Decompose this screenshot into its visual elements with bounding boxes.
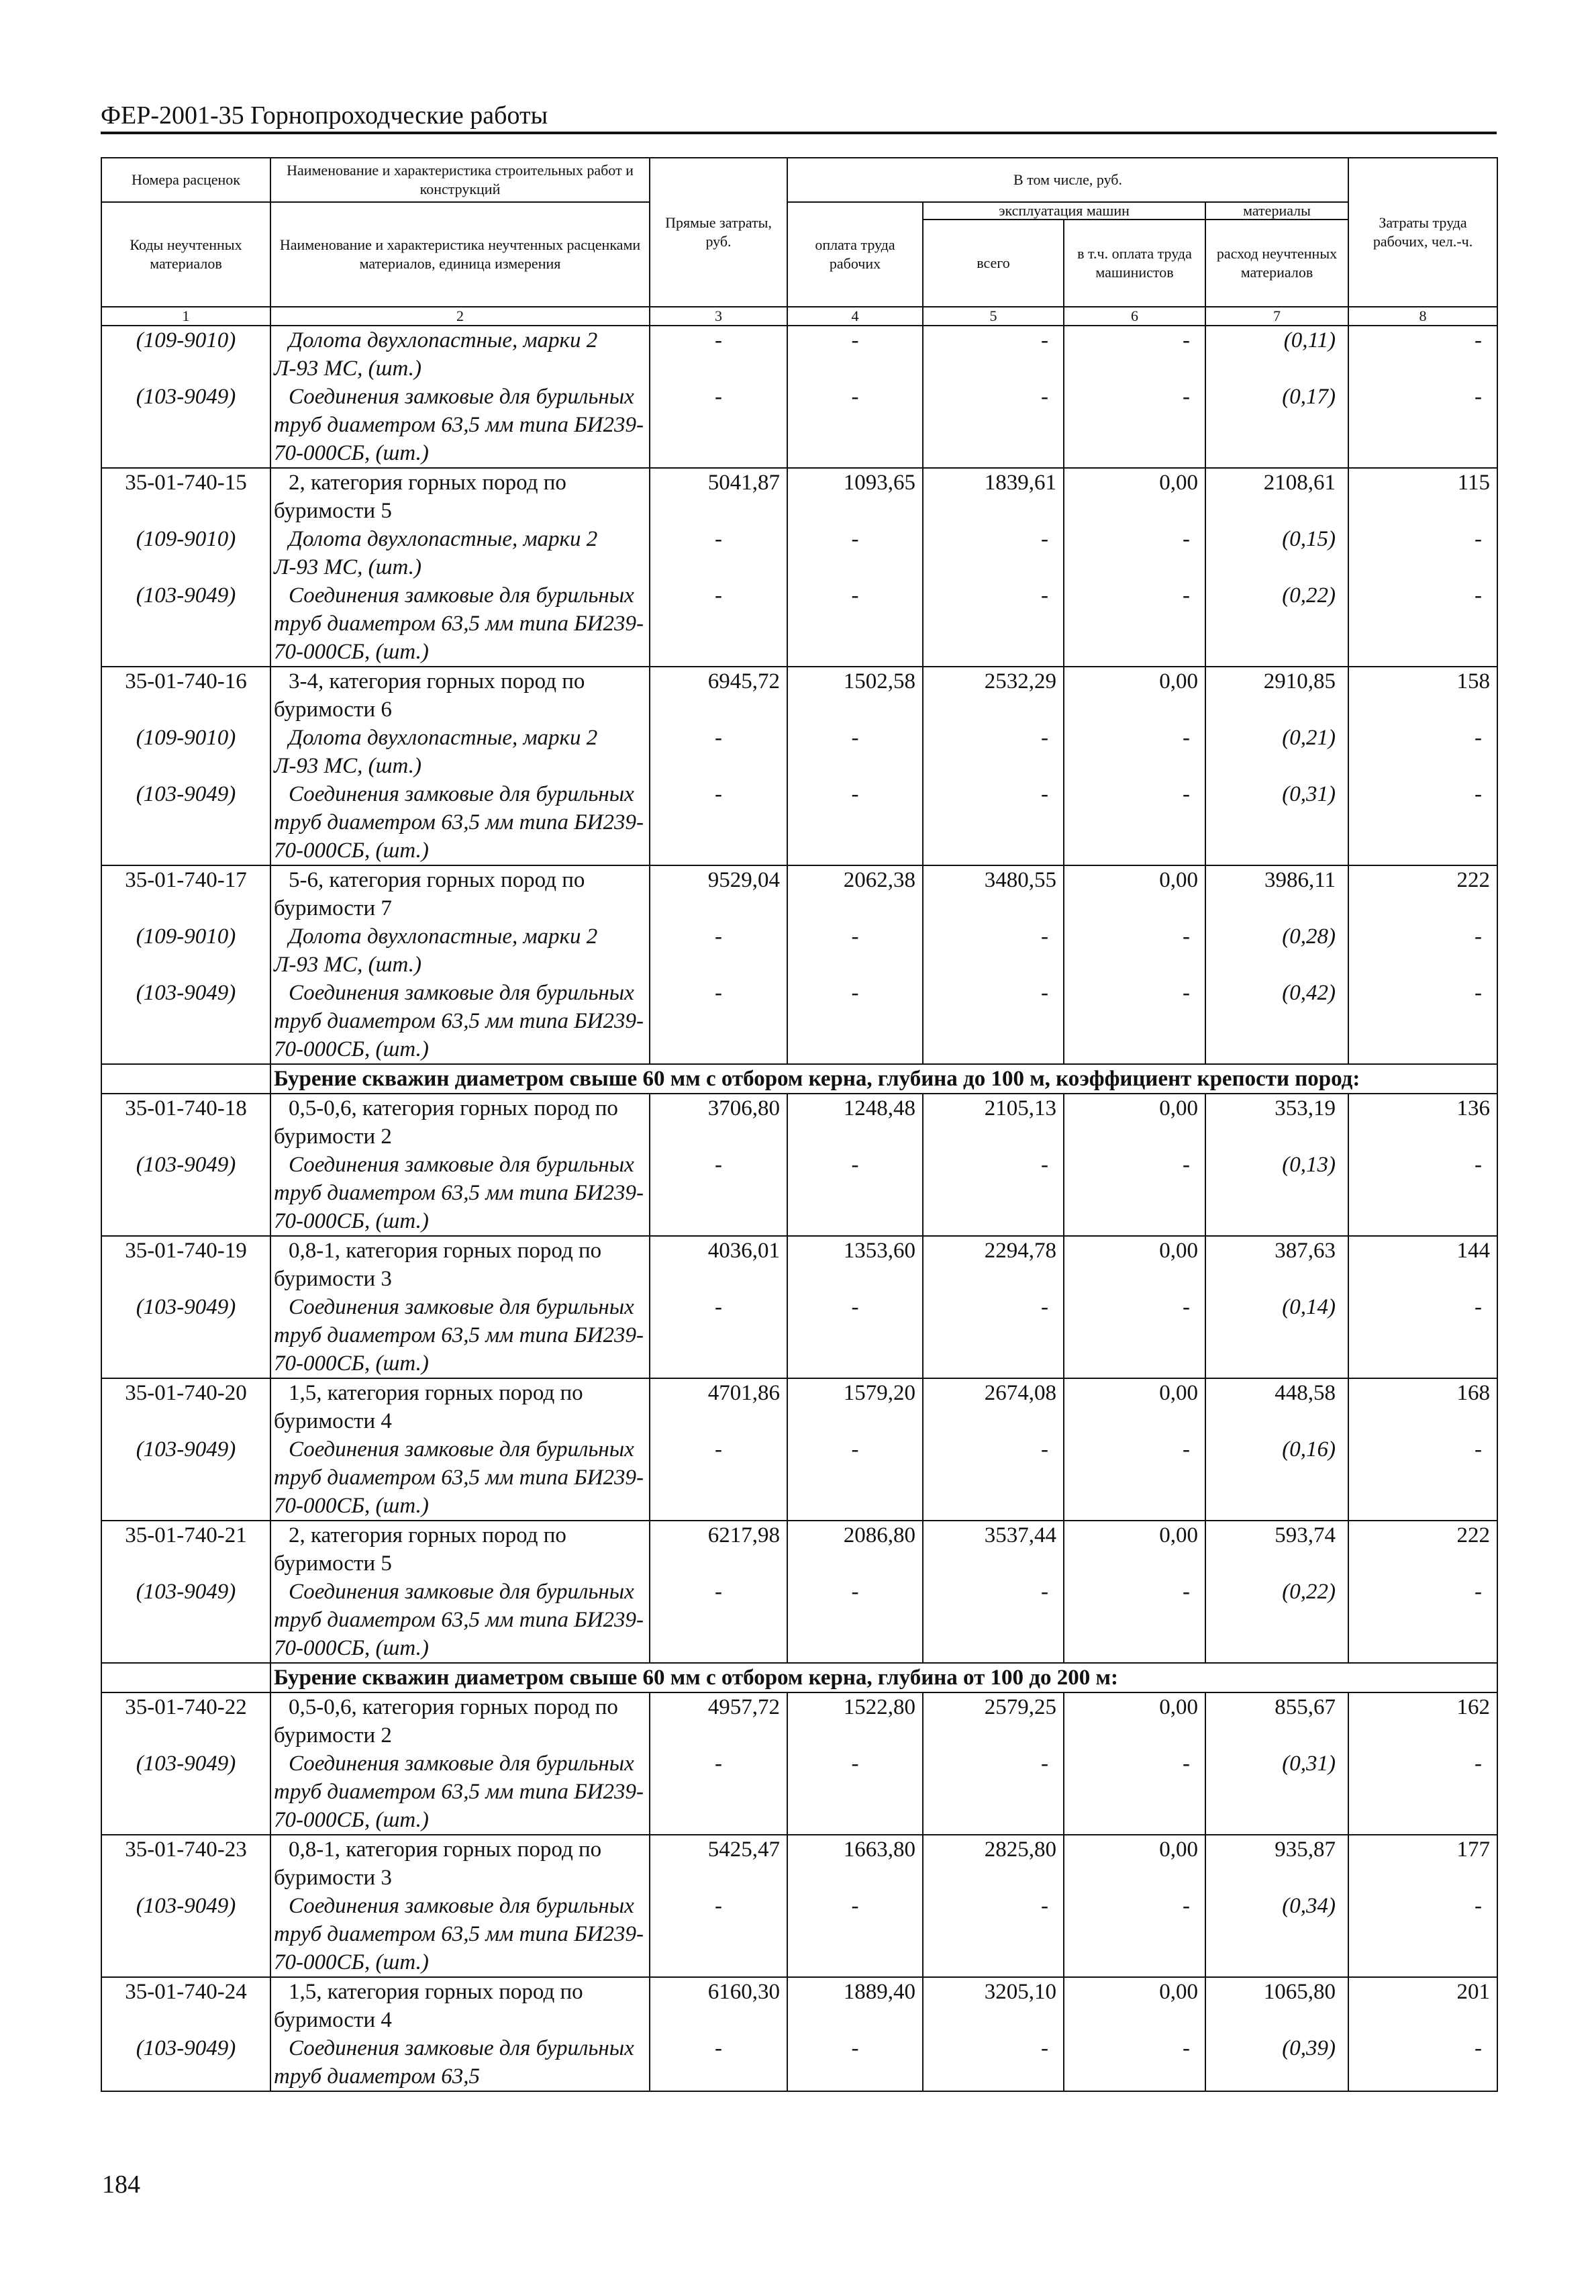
materials-consumption: 2108,61 (1205, 468, 1348, 525)
head-incl: В том числе, руб. (787, 158, 1348, 202)
rate-name: Долота двухлопастные, марки 2 Л-93 МС, (шт.) (270, 922, 650, 979)
machinists-pay: - (1064, 1750, 1205, 1835)
materials-consumption: (0,31) (1205, 1750, 1348, 1835)
rate-code: (103-9049) (101, 780, 270, 865)
labor-pay: 1353,60 (787, 1236, 923, 1293)
labor-hours: 177 (1348, 1835, 1497, 1892)
rate-name: Соединения замковые для бурильных труб диаметром 63,5 мм типа БИ239-70-000СБ, (шт.) (270, 383, 650, 468)
rate-name: Соединения замковые для бурильных труб диаметром 63,5 мм типа БИ239-70-000СБ, (шт.) (270, 1435, 650, 1521)
material-row (101, 780, 1497, 865)
material-row (101, 922, 1497, 979)
direct-costs: - (650, 1435, 787, 1521)
materials-consumption: 855,67 (1205, 1692, 1348, 1750)
rate-code: (109-9010) (101, 922, 270, 979)
direct-costs: - (650, 1151, 787, 1236)
rate-name: Соединения замковые для бурильных труб диаметром 63,5 мм типа БИ239-70-000СБ, (шт.) (270, 979, 650, 1064)
head-col6: в т.ч. оплата труда машинистов (1064, 220, 1205, 307)
section-row-code (101, 1663, 270, 1692)
machines-total: - (923, 581, 1064, 667)
direct-costs: - (650, 525, 787, 581)
rate-row (101, 1521, 1497, 1578)
labor-pay: 2062,38 (787, 865, 923, 922)
direct-costs: 6217,98 (650, 1521, 787, 1578)
materials-consumption: 2910,85 (1205, 667, 1348, 724)
materials-consumption: 387,63 (1205, 1236, 1348, 1293)
labor-hours: 222 (1348, 865, 1497, 922)
labor-pay: - (787, 1293, 923, 1378)
table-head (101, 158, 1497, 326)
rate-code: (109-9010) (101, 724, 270, 780)
rate-name: 0,5-0,6, категория горных пород по буримости 2 (270, 1692, 650, 1750)
machinists-pay: - (1064, 979, 1205, 1064)
material-row (101, 1892, 1497, 1977)
rate-row (101, 1236, 1497, 1293)
labor-pay: 1889,40 (787, 1977, 923, 2034)
rate-code: 35-01-740-22 (101, 1692, 270, 1750)
rate-row (101, 1378, 1497, 1435)
machines-total: - (923, 1151, 1064, 1236)
materials-consumption: 935,87 (1205, 1835, 1348, 1892)
materials-consumption: (0,22) (1205, 1578, 1348, 1663)
rate-name: 2, категория горных пород по буримости 5 (270, 1521, 650, 1578)
labor-hours: 115 (1348, 468, 1497, 525)
labor-pay: - (787, 1151, 923, 1236)
machines-total: - (923, 1578, 1064, 1663)
rate-row (101, 1977, 1497, 2034)
table-body (101, 326, 1497, 2091)
rate-row (101, 1094, 1497, 1151)
materials-consumption: (0,28) (1205, 922, 1348, 979)
labor-pay: - (787, 1578, 923, 1663)
machinists-pay: - (1064, 724, 1205, 780)
rate-name: 0,8-1, категория горных пород по буримости 3 (270, 1835, 650, 1892)
labor-hours: - (1348, 581, 1497, 667)
labor-hours: - (1348, 1750, 1497, 1835)
rate-code: (103-9049) (101, 383, 270, 468)
page-number: 184 (102, 2170, 140, 2199)
rate-name: Соединения замковые для бурильных труб диаметром 63,5 мм типа БИ239-70-000СБ, (шт.) (270, 1293, 650, 1378)
machines-total: 1839,61 (923, 468, 1064, 525)
direct-costs: - (650, 581, 787, 667)
section-row (101, 1064, 1497, 1094)
materials-consumption: (0,31) (1205, 780, 1348, 865)
rate-name: Соединения замковые для бурильных труб диаметром 63,5 мм типа БИ239-70-000СБ, (шт.) (270, 1151, 650, 1236)
labor-pay: 1502,58 (787, 667, 923, 724)
labor-hours: - (1348, 383, 1497, 468)
machines-total: 2825,80 (923, 1835, 1064, 1892)
labor-pay: - (787, 383, 923, 468)
labor-hours: 168 (1348, 1378, 1497, 1435)
direct-costs: 5425,47 (650, 1835, 787, 1892)
section-title: Бурение скважин диаметром свыше 60 мм с отбором керна, глубина от 100 до 200 м: (270, 1663, 1497, 1692)
rate-name: Соединения замковые для бурильных труб диаметром 63,5 (270, 2034, 650, 2091)
section-row-code (101, 1064, 270, 1094)
machinists-pay: 0,00 (1064, 1378, 1205, 1435)
rate-name: Долота двухлопастные, марки 2 Л-93 МС, (шт.) (270, 724, 650, 780)
labor-pay: - (787, 979, 923, 1064)
rate-code: (103-9049) (101, 1151, 270, 1236)
machinists-pay: - (1064, 581, 1205, 667)
materials-consumption: (0,17) (1205, 383, 1348, 468)
rate-name: Долота двухлопастные, марки 2 Л-93 МС, (шт.) (270, 525, 650, 581)
machinists-pay: 0,00 (1064, 1977, 1205, 2034)
rate-code: 35-01-740-18 (101, 1094, 270, 1151)
materials-consumption: (0,22) (1205, 581, 1348, 667)
labor-hours: 144 (1348, 1236, 1497, 1293)
rate-name: Соединения замковые для бурильных труб диаметром 63,5 мм типа БИ239-70-000СБ, (шт.) (270, 1578, 650, 1663)
labor-hours: 201 (1348, 1977, 1497, 2034)
labor-hours: - (1348, 1293, 1497, 1378)
rate-code: 35-01-740-20 (101, 1378, 270, 1435)
machinists-pay: - (1064, 525, 1205, 581)
head-col3: Прямые затраты, руб. (650, 158, 787, 307)
rate-name: Соединения замковые для бурильных труб диаметром 63,5 мм типа БИ239-70-000СБ, (шт.) (270, 1892, 650, 1977)
direct-costs: 6160,30 (650, 1977, 787, 2034)
machinists-pay: 0,00 (1064, 667, 1205, 724)
machines-total: 3205,10 (923, 1977, 1064, 2034)
rate-code: (103-9049) (101, 1435, 270, 1521)
direct-costs: - (650, 724, 787, 780)
labor-hours: 158 (1348, 667, 1497, 724)
material-row (101, 1435, 1497, 1521)
rate-code: 35-01-740-19 (101, 1236, 270, 1293)
machines-total: - (923, 1435, 1064, 1521)
rate-code: (103-9049) (101, 2034, 270, 2091)
machines-total: - (923, 1293, 1064, 1378)
labor-hours: 136 (1348, 1094, 1497, 1151)
materials-consumption: (0,13) (1205, 1151, 1348, 1236)
material-row (101, 525, 1497, 581)
rate-code: (109-9010) (101, 326, 270, 383)
material-row (101, 383, 1497, 468)
labor-hours: 162 (1348, 1692, 1497, 1750)
rate-code: (109-9010) (101, 525, 270, 581)
direct-costs: 4036,01 (650, 1236, 787, 1293)
materials-consumption: (0,14) (1205, 1293, 1348, 1378)
labor-pay: - (787, 1750, 923, 1835)
labor-hours: - (1348, 1892, 1497, 1977)
material-row (101, 2034, 1497, 2091)
labor-pay: - (787, 922, 923, 979)
machinists-pay: - (1064, 1435, 1205, 1521)
rate-code: (103-9049) (101, 1750, 270, 1835)
machines-total: 2532,29 (923, 667, 1064, 724)
material-row (101, 979, 1497, 1064)
machinists-pay: - (1064, 2034, 1205, 2091)
rate-row (101, 865, 1497, 922)
direct-costs: - (650, 1578, 787, 1663)
materials-consumption: 448,58 (1205, 1378, 1348, 1435)
materials-consumption: 353,19 (1205, 1094, 1348, 1151)
machinists-pay: - (1064, 383, 1205, 468)
labor-hours: - (1348, 525, 1497, 581)
rates-table (101, 157, 1498, 2092)
rate-code: (103-9049) (101, 979, 270, 1064)
direct-costs: 5041,87 (650, 468, 787, 525)
labor-pay: 1663,80 (787, 1835, 923, 1892)
labor-pay: - (787, 326, 923, 383)
labor-pay: 1093,65 (787, 468, 923, 525)
rate-code: 35-01-740-16 (101, 667, 270, 724)
rate-name: Соединения замковые для бурильных труб диаметром 63,5 мм типа БИ239-70-000СБ, (шт.) (270, 1750, 650, 1835)
rate-row (101, 1692, 1497, 1750)
labor-pay: - (787, 2034, 923, 2091)
labor-hours: - (1348, 979, 1497, 1064)
machines-total: - (923, 780, 1064, 865)
rate-name: 2, категория горных пород по буримости 5 (270, 468, 650, 525)
rate-name: 1,5, категория горных пород по буримости 4 (270, 1378, 650, 1435)
page-header: ФЕР-2001-35 Горнопроходческие работы (101, 101, 1497, 134)
rate-code: 35-01-740-17 (101, 865, 270, 922)
rate-name: 5-6, категория горных пород по буримости 7 (270, 865, 650, 922)
head-col5: всего (923, 220, 1064, 307)
labor-hours: - (1348, 2034, 1497, 2091)
direct-costs: 9529,04 (650, 865, 787, 922)
head-col1-top: Номера расценок (101, 158, 270, 202)
machinists-pay: - (1064, 326, 1205, 383)
head-col2-bottom: Наименование и характеристика неучтенных расценками материалов, единица измерения (270, 202, 650, 307)
materials-consumption: (0,21) (1205, 724, 1348, 780)
labor-hours: - (1348, 1151, 1497, 1236)
direct-costs: 4701,86 (650, 1378, 787, 1435)
machines-total: - (923, 1750, 1064, 1835)
rate-name: 1,5, категория горных пород по буримости 4 (270, 1977, 650, 2034)
machinists-pay: - (1064, 1892, 1205, 1977)
machines-total: - (923, 326, 1064, 383)
labor-hours: - (1348, 780, 1497, 865)
machines-total: 2294,78 (923, 1236, 1064, 1293)
machines-total: 2674,08 (923, 1378, 1064, 1435)
machines-total: - (923, 2034, 1064, 2091)
head-col8: Затраты труда рабочих, чел.-ч. (1348, 158, 1497, 307)
machines-total: - (923, 724, 1064, 780)
direct-costs: - (650, 780, 787, 865)
machines-total: 3537,44 (923, 1521, 1064, 1578)
rate-row (101, 667, 1497, 724)
machinists-pay: 0,00 (1064, 1236, 1205, 1293)
labor-hours: - (1348, 724, 1497, 780)
head-col2-top: Наименование и характеристика строительных работ и конструкций (270, 158, 650, 202)
direct-costs: - (650, 922, 787, 979)
machinists-pay: - (1064, 1151, 1205, 1236)
materials-consumption: (0,16) (1205, 1435, 1348, 1521)
labor-pay: 1579,20 (787, 1378, 923, 1435)
machinists-pay: 0,00 (1064, 1521, 1205, 1578)
labor-hours: - (1348, 922, 1497, 979)
machines-total: - (923, 922, 1064, 979)
direct-costs: - (650, 1892, 787, 1977)
direct-costs: - (650, 979, 787, 1064)
machinists-pay: 0,00 (1064, 865, 1205, 922)
labor-pay: - (787, 1435, 923, 1521)
rates-table-wrapper (101, 157, 1497, 2092)
head-num-2: 2 (270, 307, 650, 326)
head-num-6: 6 (1064, 307, 1205, 326)
direct-costs: - (650, 2034, 787, 2091)
rate-name: Соединения замковые для бурильных труб диаметром 63,5 мм типа БИ239-70-000СБ, (шт.) (270, 581, 650, 667)
rate-code: (103-9049) (101, 1892, 270, 1977)
direct-costs: 3706,80 (650, 1094, 787, 1151)
material-row (101, 1151, 1497, 1236)
rate-name: Соединения замковые для бурильных труб диаметром 63,5 мм типа БИ239-70-000СБ, (шт.) (270, 780, 650, 865)
machines-total: 2579,25 (923, 1692, 1064, 1750)
material-row (101, 326, 1497, 383)
rate-code: 35-01-740-21 (101, 1521, 270, 1578)
labor-pay: - (787, 724, 923, 780)
machines-total: - (923, 1892, 1064, 1977)
materials-consumption: (0,34) (1205, 1892, 1348, 1977)
rate-code: (103-9049) (101, 581, 270, 667)
rate-code: 35-01-740-24 (101, 1977, 270, 2034)
machines-total: 3480,55 (923, 865, 1064, 922)
material-row (101, 1578, 1497, 1663)
section-title: Бурение скважин диаметром свыше 60 мм с отбором керна, глубина до 100 м, коэффициент крепости пород: (270, 1064, 1497, 1094)
rate-name: 0,8-1, категория горных пород по буримости 3 (270, 1236, 650, 1293)
material-row (101, 581, 1497, 667)
direct-costs: 4957,72 (650, 1692, 787, 1750)
labor-pay: 1522,80 (787, 1692, 923, 1750)
machines-total: - (923, 383, 1064, 468)
labor-hours: - (1348, 1435, 1497, 1521)
machinists-pay: 0,00 (1064, 1835, 1205, 1892)
labor-hours: - (1348, 326, 1497, 383)
labor-hours: - (1348, 1578, 1497, 1663)
material-row (101, 1293, 1497, 1378)
labor-pay: 1248,48 (787, 1094, 923, 1151)
rate-row (101, 468, 1497, 525)
material-row (101, 1750, 1497, 1835)
materials-consumption: (0,39) (1205, 2034, 1348, 2091)
machinists-pay: - (1064, 922, 1205, 979)
materials-consumption: 593,74 (1205, 1521, 1348, 1578)
rate-name: 0,5-0,6, категория горных пород по буримости 2 (270, 1094, 650, 1151)
direct-costs: - (650, 383, 787, 468)
rate-code: (103-9049) (101, 1578, 270, 1663)
rate-name: Долота двухлопастные, марки 2 Л-93 МС, (шт.) (270, 326, 650, 383)
machinists-pay: - (1064, 780, 1205, 865)
machinists-pay: - (1064, 1578, 1205, 1663)
rate-name: 3-4, категория горных пород по буримости 6 (270, 667, 650, 724)
material-row (101, 724, 1497, 780)
rate-code: (103-9049) (101, 1293, 270, 1378)
head-num-7: 7 (1205, 307, 1348, 326)
head-num-3: 3 (650, 307, 787, 326)
labor-pay: - (787, 525, 923, 581)
section-row (101, 1663, 1497, 1692)
head-num-8: 8 (1348, 307, 1497, 326)
machinists-pay: 0,00 (1064, 468, 1205, 525)
head-col1-bottom: Коды неучтенных материалов (101, 202, 270, 307)
machines-total: - (923, 979, 1064, 1064)
direct-costs: 6945,72 (650, 667, 787, 724)
labor-pay: - (787, 1892, 923, 1977)
machinists-pay: 0,00 (1064, 1692, 1205, 1750)
labor-pay: 2086,80 (787, 1521, 923, 1578)
labor-pay: - (787, 780, 923, 865)
machinists-pay: - (1064, 1293, 1205, 1378)
materials-consumption: (0,15) (1205, 525, 1348, 581)
labor-pay: - (787, 581, 923, 667)
materials-consumption: (0,11) (1205, 326, 1348, 383)
rate-row (101, 1835, 1497, 1892)
materials-consumption: (0,42) (1205, 979, 1348, 1064)
head-col7: расход неучтенных материалов (1205, 220, 1348, 307)
machinists-pay: 0,00 (1064, 1094, 1205, 1151)
direct-costs: - (650, 1750, 787, 1835)
materials-consumption: 3986,11 (1205, 865, 1348, 922)
rate-code: 35-01-740-15 (101, 468, 270, 525)
labor-hours: 222 (1348, 1521, 1497, 1578)
machines-total: - (923, 525, 1064, 581)
direct-costs: - (650, 326, 787, 383)
machines-total: 2105,13 (923, 1094, 1064, 1151)
materials-consumption: 1065,80 (1205, 1977, 1348, 2034)
head-machines: эксплуатация машин (923, 202, 1205, 220)
direct-costs: - (650, 1293, 787, 1378)
head-num-1: 1 (101, 307, 270, 326)
rate-code: 35-01-740-23 (101, 1835, 270, 1892)
head-num-4: 4 (787, 307, 923, 326)
head-col4: оплата труда рабочих (787, 202, 923, 307)
head-materials: материалы (1205, 202, 1348, 220)
head-num-5: 5 (923, 307, 1064, 326)
